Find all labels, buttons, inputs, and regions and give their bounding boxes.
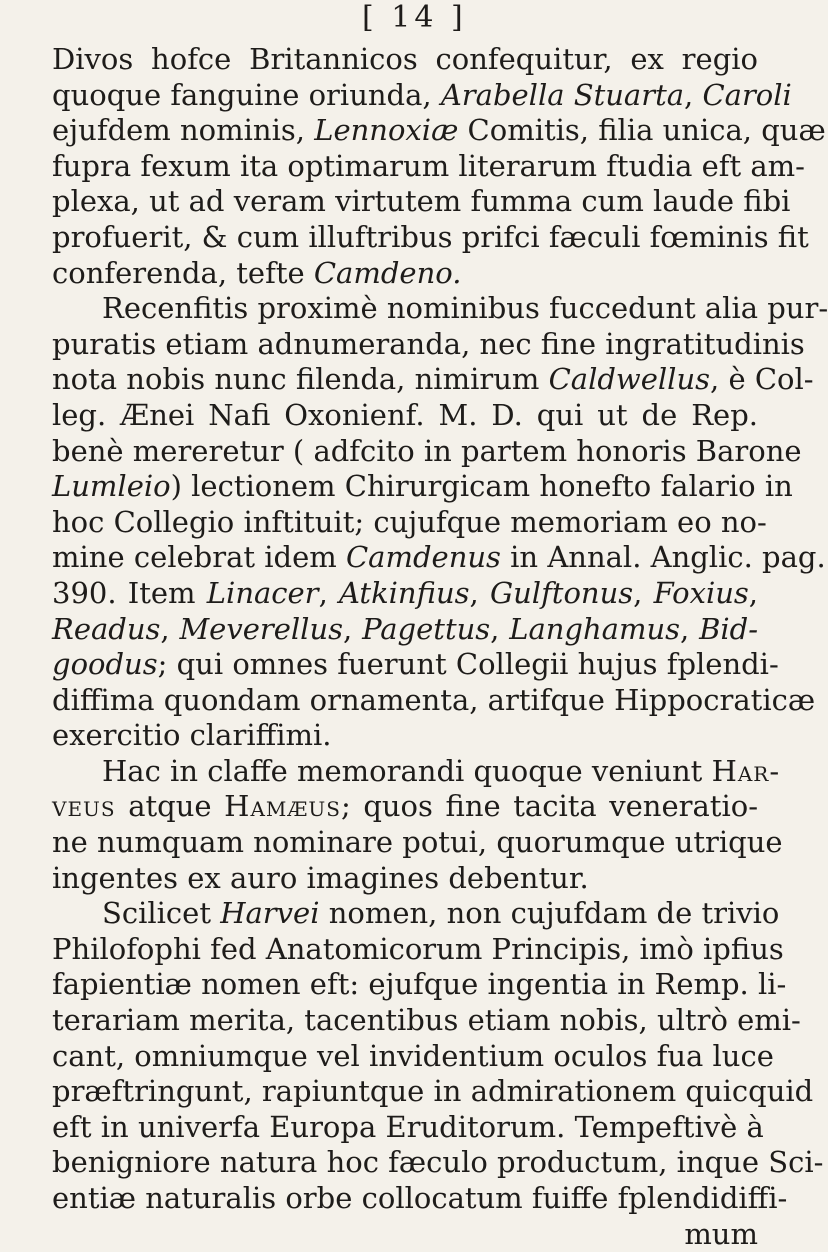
text-line: [52, 540, 826, 576]
text-run: Comitis, filia unica, quæ: [458, 113, 826, 148]
text-line: [52, 861, 758, 897]
text-run: Philofophi fed Anatomicorum Principis, imò ipfius: [52, 931, 784, 966]
text-run: benè mereretur ( adfcito in partem honoris Barone: [52, 433, 802, 468]
text-run: fapientiæ nomen eft: ejufque ingentia in Remp. li-: [52, 967, 787, 1002]
text-run: plexa, ut ad veram virtutem fumma cum laude fibi: [52, 184, 791, 219]
text-run: leg. Ænei Nafi Oxonienf. M. D. qui ut de Rep.: [52, 397, 758, 432]
text-run: nota nobis nunc filenda, nimirum: [52, 362, 549, 397]
text-run: conferenda, tefte: [52, 255, 314, 290]
text-line: [52, 1217, 758, 1252]
text-line: [52, 896, 780, 932]
small-caps-run: Har-: [711, 753, 781, 788]
text-line: [52, 647, 779, 683]
page-number: [ 14 ]: [362, 0, 467, 35]
text-line: [52, 184, 791, 220]
text-run: ,: [490, 611, 510, 646]
text-run: terariam merita, tacentibus etiam nobis, ultrò emi-: [52, 1003, 801, 1038]
italic-run: Camdenus: [345, 540, 501, 575]
text-run: mine celebrat idem: [52, 540, 346, 575]
text-line: [52, 433, 802, 470]
text-run: ,: [160, 611, 180, 646]
italic-run: Lennoxiæ: [314, 113, 459, 148]
text-line: [52, 1074, 814, 1110]
text-run: ,: [684, 77, 703, 112]
text-run: fupra fexum ita optimarum literarum ftudia eft am-: [52, 148, 805, 183]
text-line: [52, 1038, 774, 1075]
text-run: exercitio clariffimi.: [52, 718, 332, 753]
italic-run: Caldwellus: [548, 362, 711, 397]
text-run: Hac in claffe memorandi quoque veniunt: [102, 753, 712, 788]
text-run: ingentes ex auro imagines debentur.: [52, 860, 589, 895]
text-run: mum: [684, 1216, 758, 1251]
text-line: [52, 113, 826, 149]
text-run: ,: [633, 575, 654, 610]
italic-run: Linacer: [206, 575, 319, 610]
text-line: [52, 398, 758, 434]
italic-run: Atkinfius: [339, 575, 470, 610]
text-run: ,: [680, 611, 700, 646]
text-line: [52, 469, 793, 505]
text-run: ) lectionem Chirurgicam honefto falario in: [170, 469, 793, 504]
italic-run: Lumleio: [52, 469, 171, 504]
text-run: hoc Collegio inftituit; cujufque memoriam eo no-: [52, 504, 767, 539]
text-run: ejufdem nominis,: [52, 113, 315, 148]
text-run: atque: [115, 789, 225, 824]
text-run: ; quos fine tacita veneratio-: [340, 789, 758, 824]
text-line: [52, 825, 783, 861]
text-line: [52, 291, 828, 327]
italic-run: Camdeno.: [313, 255, 462, 290]
italic-run: Pagettus: [362, 611, 491, 646]
text-run: ; qui omnes fuerunt Collegii hujus fplendi-: [157, 647, 779, 682]
text-line: [52, 1145, 824, 1181]
text-run: puratis etiam adnumeranda, nec fine ingratitudinis: [52, 326, 805, 361]
text-line: [52, 1109, 764, 1146]
text-line: [52, 219, 809, 256]
text-run: ,: [343, 611, 363, 646]
text-run: diffima quondam ornamenta, artifque Hippocraticæ: [52, 682, 816, 717]
text-line: [52, 682, 816, 719]
paragraph: [52, 896, 824, 1252]
text-run: ,: [318, 575, 339, 610]
text-run: Scilicet: [102, 896, 221, 931]
italic-run: Arabella Stuarta: [440, 77, 685, 112]
text-line: [52, 326, 805, 363]
text-run: benigniore natura hoc fæculo productum, inque Sci-: [52, 1145, 824, 1180]
text-line: [52, 718, 758, 754]
paragraph: [52, 291, 828, 754]
paragraph: [52, 753, 783, 896]
italic-run: Bid-: [699, 611, 759, 646]
italic-run: Foxius: [653, 575, 749, 610]
text-run: cant, omniumque vel invidentium oculos fua luce: [52, 1038, 774, 1073]
text-line: [52, 148, 805, 185]
text-run: ne numquam nominare potui, quorumque utrique: [52, 825, 783, 860]
text-line: [52, 362, 814, 398]
text-line: [52, 612, 758, 648]
small-caps-run: Hamæus: [224, 789, 341, 824]
text-line: [52, 1003, 801, 1039]
body-text: [52, 42, 828, 1252]
italic-run: Langhamus: [509, 611, 681, 646]
text-line: [52, 42, 758, 78]
text-run: , è Col-: [710, 362, 814, 397]
text-run: eft in univerfa Europa Eruditorum. Tempeftivè à: [52, 1109, 764, 1144]
text-line: [52, 753, 781, 790]
text-run: entiæ naturalis orbe collocatum fuiffe fplendidiffi-: [52, 1181, 788, 1215]
text-line: [52, 967, 787, 1003]
small-caps-run: veus: [52, 789, 116, 824]
italic-run: goodus: [52, 647, 158, 682]
text-line: [52, 1181, 788, 1217]
text-run: Recenfitis proximè nominibus fuccedunt alia pur-: [102, 291, 828, 326]
text-line: [52, 576, 758, 612]
text-run: nomen, non cujufdam de trivio: [319, 896, 780, 931]
text-run: ,: [469, 575, 490, 610]
paragraph: [52, 42, 826, 291]
italic-run: Readus: [52, 611, 161, 646]
italic-run: Harvei: [220, 896, 320, 931]
text-run: Divos hofce Britannicos confequitur, ex regio: [52, 42, 758, 76]
italic-run: Caroli: [702, 77, 792, 112]
italic-run: Gulftonus: [489, 575, 634, 610]
text-run: ,: [748, 575, 758, 610]
text-run: profuerit, & cum illuftribus prifci fæculi fœminis fit: [52, 219, 809, 254]
text-line: [52, 77, 792, 114]
text-run: præftringunt, rapiuntque in admirationem quicquid: [52, 1074, 814, 1109]
italic-run: Meverellus: [179, 611, 344, 646]
text-run: quoque fanguine oriunda,: [52, 77, 441, 112]
text-line: [52, 504, 767, 541]
text-line: [52, 789, 758, 825]
text-line: [52, 931, 784, 968]
text-line: [52, 256, 758, 292]
text-run: 390. Item: [52, 575, 207, 610]
text-run: in Annal. Anglic. pag.: [500, 540, 826, 575]
